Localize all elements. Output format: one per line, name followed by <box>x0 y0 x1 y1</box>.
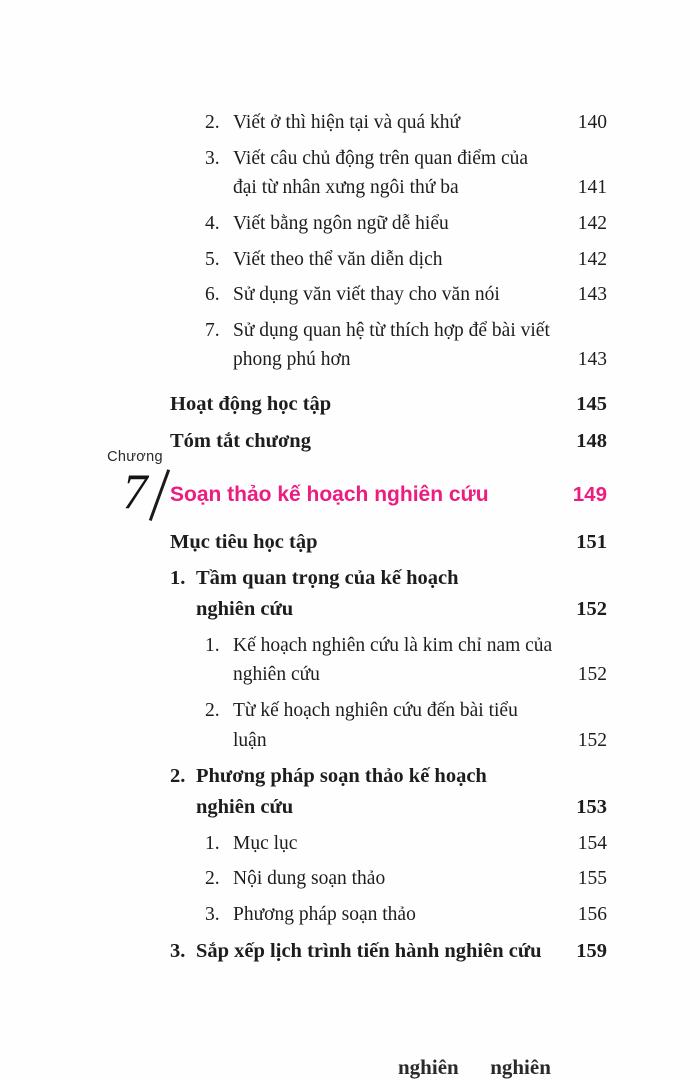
chapter-heading-block <box>107 448 607 519</box>
toc-entry <box>205 316 607 375</box>
toc-section-title: Tóm tắt chương <box>170 429 311 452</box>
toc-entry-text <box>205 280 500 310</box>
toc-section-entry <box>170 426 607 457</box>
toc-section-entry <box>170 936 607 967</box>
toc-entry-page: 152 <box>577 729 607 751</box>
toc-entry-page: 156 <box>577 904 607 925</box>
toc-entry-number: 2. <box>205 700 220 721</box>
toc-entry-number: 1. <box>205 634 220 656</box>
chapter-page: 149 <box>572 482 607 506</box>
toc-entry-number: 2. <box>205 112 220 133</box>
toc-section-number: 1. <box>170 567 186 590</box>
toc-section-entry <box>170 761 607 823</box>
toc-entry-page: 140 <box>577 112 607 133</box>
toc-entry-text <box>205 631 555 690</box>
toc-section-entry <box>170 527 607 558</box>
toc-section-title: Mục tiêu học tập <box>170 530 318 553</box>
toc-entry-text <box>205 696 555 755</box>
toc-entry-number: 6. <box>205 284 220 306</box>
toc-entry-title: Phương pháp soạn thảo <box>233 904 416 925</box>
toc-entry <box>205 829 607 859</box>
toc-entry-title: Sử dụng quan hệ từ thích hợp để bài viết phong phú hơn <box>233 319 550 371</box>
toc-entry-page: 152 <box>577 664 607 686</box>
toc-entry <box>205 245 607 275</box>
toc-section-entry <box>170 389 607 420</box>
toc-entry <box>205 696 607 755</box>
chapter-label: Chương <box>107 448 163 465</box>
toc-section-page: 145 <box>576 393 607 415</box>
toc-section-number: 2. <box>170 765 186 788</box>
chapter-title-row <box>170 483 607 507</box>
toc-section-page: 159 <box>576 939 607 962</box>
toc-entry-number: 7. <box>205 319 220 341</box>
toc-entry-number: 5. <box>205 248 220 270</box>
toc-entry-text <box>205 316 555 375</box>
chapter-number-slash-icon <box>149 469 170 521</box>
toc-section-text <box>170 563 505 625</box>
toc-entry-title: Từ kế hoạch nghiên cứu đến bài tiểu luận <box>233 700 518 751</box>
toc-entry <box>205 900 607 930</box>
toc-entry <box>205 280 607 310</box>
toc-entry-text <box>205 864 385 894</box>
toc-section-page: 151 <box>576 530 607 553</box>
toc-entry-page: 142 <box>577 212 607 234</box>
toc-entry-page: 142 <box>577 248 607 270</box>
toc-entry-text <box>205 900 416 930</box>
toc-entry-number: 3. <box>205 147 220 169</box>
toc-entry-title: Sử dụng văn viết thay cho văn nói <box>233 284 500 306</box>
toc-entry-page: 143 <box>577 349 607 371</box>
chapter-number-wrap <box>122 462 148 519</box>
toc-entry-page: 154 <box>577 832 607 854</box>
toc-entry-number: 4. <box>205 212 220 234</box>
toc-section-title: Phương pháp soạn thảo kế hoạch nghiên cứu <box>196 765 487 818</box>
toc-entry-text <box>205 209 449 239</box>
toc-entry-text <box>205 829 297 859</box>
toc-entry-number: 1. <box>205 832 220 854</box>
toc-entry-title: Kế hoạch nghiên cứu là kim chỉ nam của nghiên cứu <box>233 634 553 686</box>
toc-section-title: Hoạt động học tập <box>170 393 332 415</box>
toc-entry-title: Viết bằng ngôn ngữ dễ hiểu <box>233 212 449 234</box>
toc-entry-title: Viết theo thể văn diễn dịch <box>233 248 443 270</box>
toc-section-title: Tầm quan trọng của kế hoạch nghiên cứu <box>196 567 459 620</box>
chapter-number: 7 <box>122 462 148 519</box>
toc-section-title: Sắp xếp lịch trình tiến hành nghiên cứu <box>196 939 542 962</box>
toc-entry-number: 2. <box>205 868 220 890</box>
toc-section-page: 153 <box>576 796 607 818</box>
toc-section-text <box>170 936 542 967</box>
toc-entry <box>205 108 607 138</box>
toc-entry <box>205 631 607 690</box>
toc-entry-page: 155 <box>577 868 607 890</box>
toc-entry-title: Viết câu chủ động trên quan điểm của đại từ nhân xưng ngôi thứ ba <box>233 147 529 199</box>
toc-entry <box>205 864 607 894</box>
toc-entry-text <box>205 144 555 203</box>
toc-entry <box>205 209 607 239</box>
toc-entry-page: 143 <box>577 284 607 306</box>
toc-entry-title: Nội dung soạn thảo <box>233 868 386 890</box>
toc-entry-page: 141 <box>577 177 607 199</box>
toc-section-entry <box>170 563 607 625</box>
toc-entry-text <box>205 108 460 138</box>
chapter-title: Soạn thảo kế hoạch nghiên cứu <box>170 482 489 506</box>
toc-section-number: 3. <box>170 939 186 962</box>
toc-entry-title: Viết ở thì hiện tại và quá khứ <box>233 112 461 133</box>
toc-section-page: 148 <box>576 429 607 452</box>
page-footer-fragment: nghiên nghiên <box>398 1055 551 1079</box>
toc-section-page: 152 <box>576 598 607 620</box>
chapter-number-mark <box>104 448 166 519</box>
toc-section-text <box>170 761 505 823</box>
toc-entry-text <box>205 245 442 275</box>
toc-entry-title: Mục lục <box>233 832 298 854</box>
toc-entry <box>205 144 607 203</box>
toc-entry-number: 3. <box>205 904 220 925</box>
